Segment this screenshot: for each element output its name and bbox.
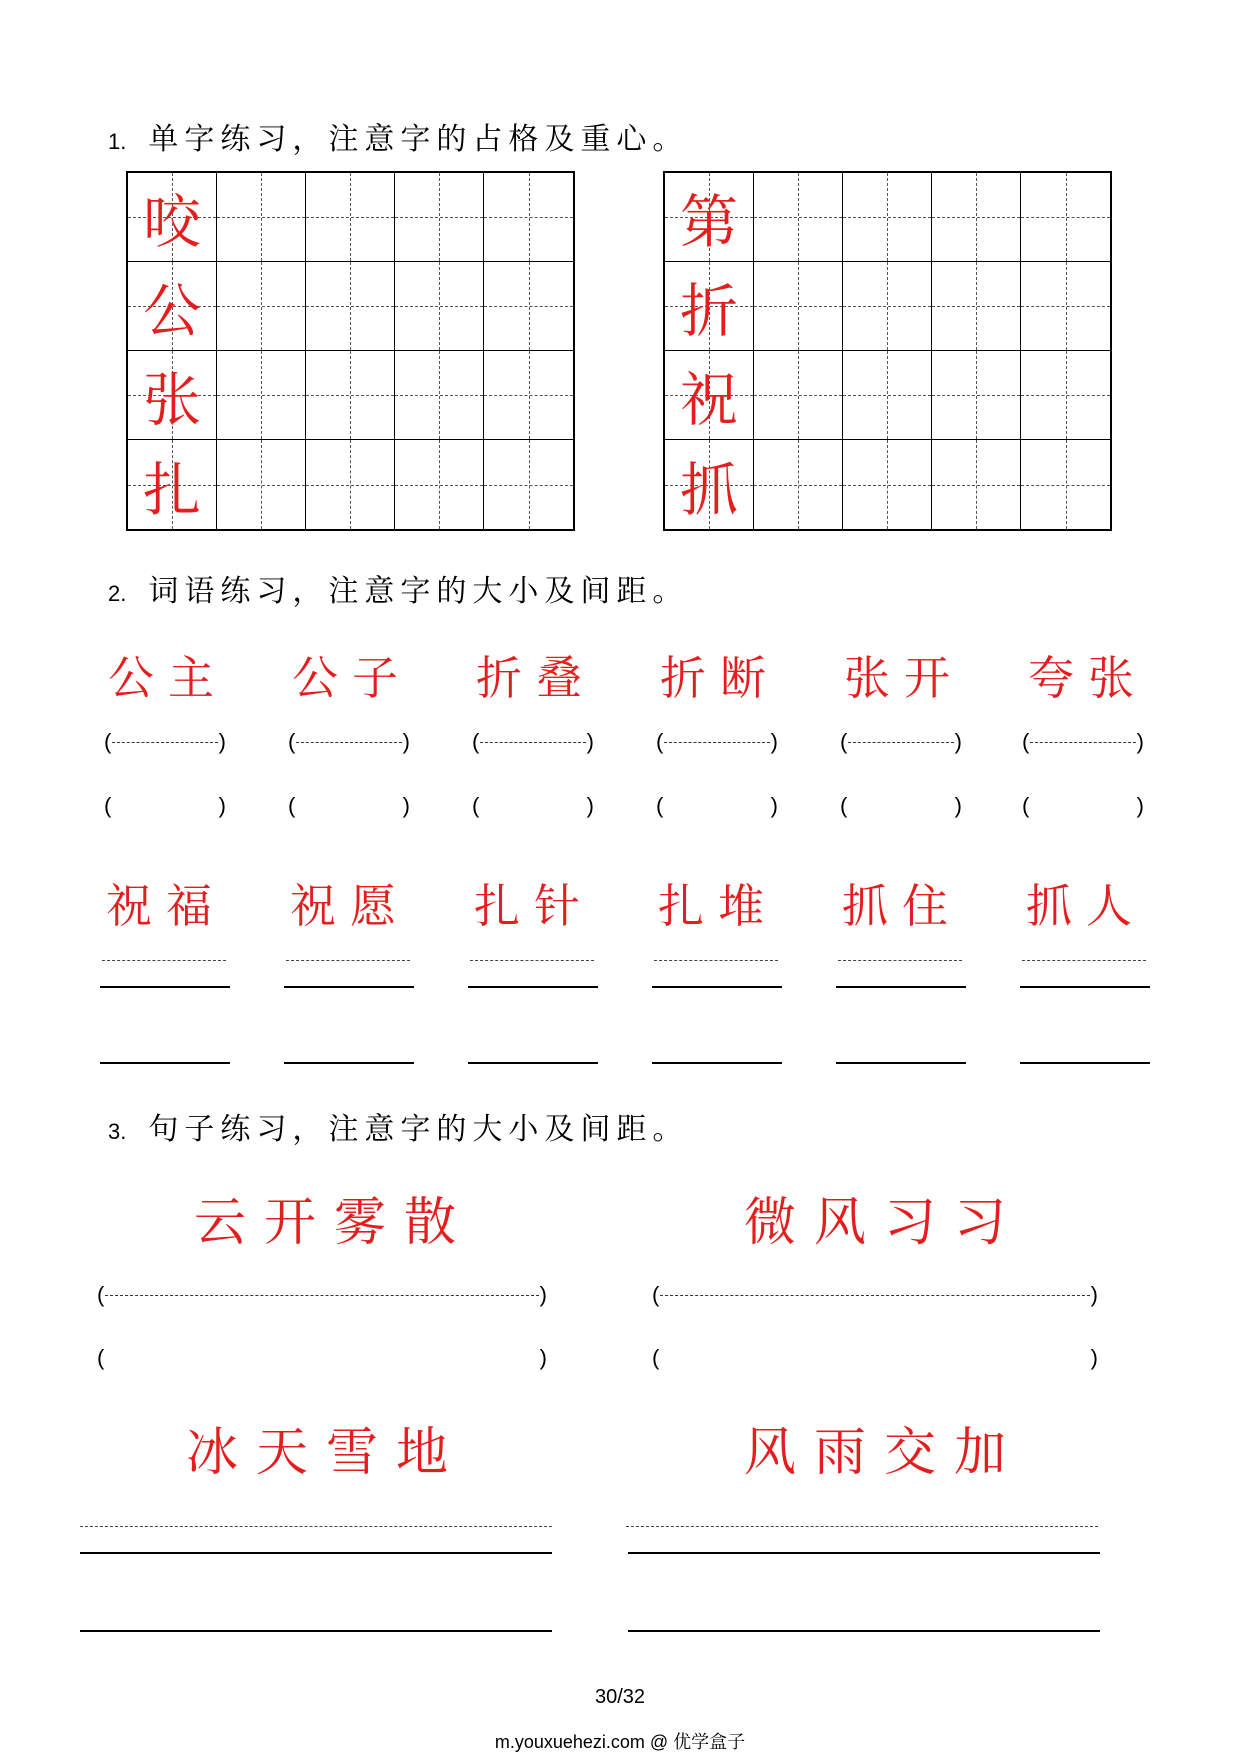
char-grid-left (126, 171, 575, 531)
practice-cell[interactable] (484, 351, 573, 440)
practice-cell[interactable] (1021, 351, 1110, 440)
model-char: 祝 (679, 366, 738, 434)
model-char: 折 (679, 277, 738, 345)
section3-number: 3. (108, 1119, 127, 1144)
model-char: 第 (679, 188, 738, 256)
practice-cell[interactable] (217, 351, 306, 440)
pinyin-blank[interactable]: ( ) (1022, 729, 1144, 754)
writing-line[interactable] (1020, 986, 1150, 988)
answer-blank[interactable]: ( ) (840, 793, 962, 818)
pinyin-blank-long[interactable]: ( ) (652, 1282, 1098, 1307)
section2-heading (108, 566, 688, 610)
practice-cell[interactable] (484, 262, 573, 351)
writing-guide-dashed (1022, 960, 1146, 961)
answer-blank[interactable]: ( ) (288, 793, 410, 818)
practice-cell[interactable] (1021, 262, 1110, 351)
phrase-3: 冰天雪地 (186, 1423, 467, 1483)
model-char-cell[interactable] (665, 351, 754, 440)
model-char: 扎 (142, 455, 201, 524)
writing-line[interactable] (628, 1552, 1100, 1554)
model-char: 咬 (142, 188, 201, 256)
pinyin-blank[interactable]: ( ) (288, 729, 410, 754)
practice-cell[interactable] (754, 262, 843, 351)
phrase-4: 风雨交加 (744, 1423, 1025, 1483)
practice-cell[interactable] (484, 440, 573, 529)
practice-cell[interactable] (484, 173, 573, 262)
writing-line[interactable] (80, 1552, 552, 1554)
practice-cell[interactable] (395, 440, 484, 529)
writing-line[interactable] (100, 986, 230, 988)
practice-cell[interactable] (754, 173, 843, 262)
word-row1-6: 夸张 (1028, 651, 1148, 705)
model-char-cell[interactable] (128, 262, 217, 351)
practice-cell[interactable] (217, 440, 306, 529)
writing-guide-dashed (80, 1526, 552, 1527)
pinyin-blank-long[interactable]: ( ) (97, 1282, 547, 1307)
writing-guide-dashed (838, 960, 962, 961)
writing-line[interactable] (652, 986, 782, 988)
word-row1-3: 折叠 (476, 651, 596, 705)
practice-cell[interactable] (217, 262, 306, 351)
model-char-cell[interactable] (128, 351, 217, 440)
model-char-cell[interactable] (665, 173, 754, 262)
practice-cell[interactable] (306, 173, 395, 262)
page-number: 30/32 (594, 1686, 646, 1708)
phrase-1: 云开雾散 (194, 1193, 475, 1253)
answer-blank[interactable]: ( ) (1022, 793, 1144, 818)
answer-blank[interactable]: ( ) (104, 793, 226, 818)
answer-blank[interactable]: ( ) (472, 793, 594, 818)
section1-number: 1. (108, 129, 127, 154)
word-row2-4: 扎堆 (658, 879, 778, 933)
pinyin-blank[interactable]: ( ) (104, 729, 226, 754)
practice-cell[interactable] (306, 440, 395, 529)
writing-line[interactable] (80, 1630, 552, 1632)
practice-cell[interactable] (306, 262, 395, 351)
model-char: 张 (142, 366, 201, 434)
practice-cell[interactable] (395, 173, 484, 262)
practice-cell[interactable] (843, 173, 932, 262)
writing-line[interactable] (628, 1630, 1100, 1632)
practice-cell[interactable] (1021, 440, 1110, 529)
model-char-cell[interactable] (128, 440, 217, 529)
writing-guide-dashed (470, 960, 594, 961)
word-row1-1: 公主 (108, 651, 228, 705)
writing-line[interactable] (1020, 1062, 1150, 1064)
pinyin-blank[interactable]: ( ) (656, 729, 778, 754)
model-char-cell[interactable] (665, 262, 754, 351)
word-row2-1: 祝福 (106, 879, 226, 933)
word-row2-6: 抓人 (1026, 879, 1146, 933)
answer-blank-long[interactable]: ( ) (97, 1345, 547, 1370)
practice-cell[interactable] (306, 351, 395, 440)
writing-line[interactable] (652, 1062, 782, 1064)
pinyin-blank[interactable]: ( ) (472, 729, 594, 754)
model-char: 公 (142, 277, 201, 345)
writing-guide-dashed (286, 960, 410, 961)
pinyin-blank[interactable]: ( ) (840, 729, 962, 754)
practice-cell[interactable] (217, 173, 306, 262)
practice-cell[interactable] (932, 440, 1021, 529)
practice-cell[interactable] (395, 262, 484, 351)
section2-number: 2. (108, 581, 127, 606)
writing-line[interactable] (836, 1062, 966, 1064)
practice-cell[interactable] (932, 173, 1021, 262)
section1-heading (108, 114, 688, 158)
section2-title: 词语练习，注意字的大小及间距。 (148, 574, 689, 609)
practice-cell[interactable] (843, 351, 932, 440)
answer-blank-long[interactable]: ( ) (652, 1345, 1098, 1370)
practice-cell[interactable] (843, 440, 932, 529)
section3-title: 句子练习，注意字的大小及间距。 (148, 1112, 689, 1147)
model-char-cell[interactable] (128, 173, 217, 262)
practice-cell[interactable] (932, 262, 1021, 351)
writing-line[interactable] (468, 986, 598, 988)
char-grid-right (663, 171, 1112, 531)
practice-cell[interactable] (754, 440, 843, 529)
writing-line[interactable] (284, 1062, 414, 1064)
word-row2-2: 祝愿 (290, 879, 410, 933)
section3-heading (108, 1104, 688, 1148)
word-row2-3: 扎针 (474, 879, 594, 933)
answer-blank[interactable]: ( ) (656, 793, 778, 818)
practice-cell[interactable] (395, 351, 484, 440)
writing-guide-dashed (102, 960, 226, 961)
writing-line[interactable] (100, 1062, 230, 1064)
phrase-2: 微风习习 (744, 1193, 1025, 1253)
model-char: 抓 (679, 455, 738, 524)
practice-cell[interactable] (1021, 173, 1110, 262)
site-credit: m.youxuehezi.com @ 优学盒子 (494, 1732, 746, 1752)
model-char-cell[interactable] (665, 440, 754, 529)
writing-line[interactable] (836, 986, 966, 988)
practice-cell[interactable] (932, 351, 1021, 440)
section1-title: 单字练习，注意字的占格及重心。 (148, 122, 689, 157)
word-row1-5: 张开 (844, 651, 964, 705)
writing-guide-dashed (654, 960, 778, 961)
word-row2-5: 抓住 (842, 879, 962, 933)
word-row1-4: 折断 (660, 651, 780, 705)
writing-guide-dashed (626, 1526, 1098, 1527)
word-row1-2: 公子 (292, 651, 412, 705)
writing-line[interactable] (284, 986, 414, 988)
practice-cell[interactable] (843, 262, 932, 351)
practice-cell[interactable] (754, 351, 843, 440)
writing-line[interactable] (468, 1062, 598, 1064)
